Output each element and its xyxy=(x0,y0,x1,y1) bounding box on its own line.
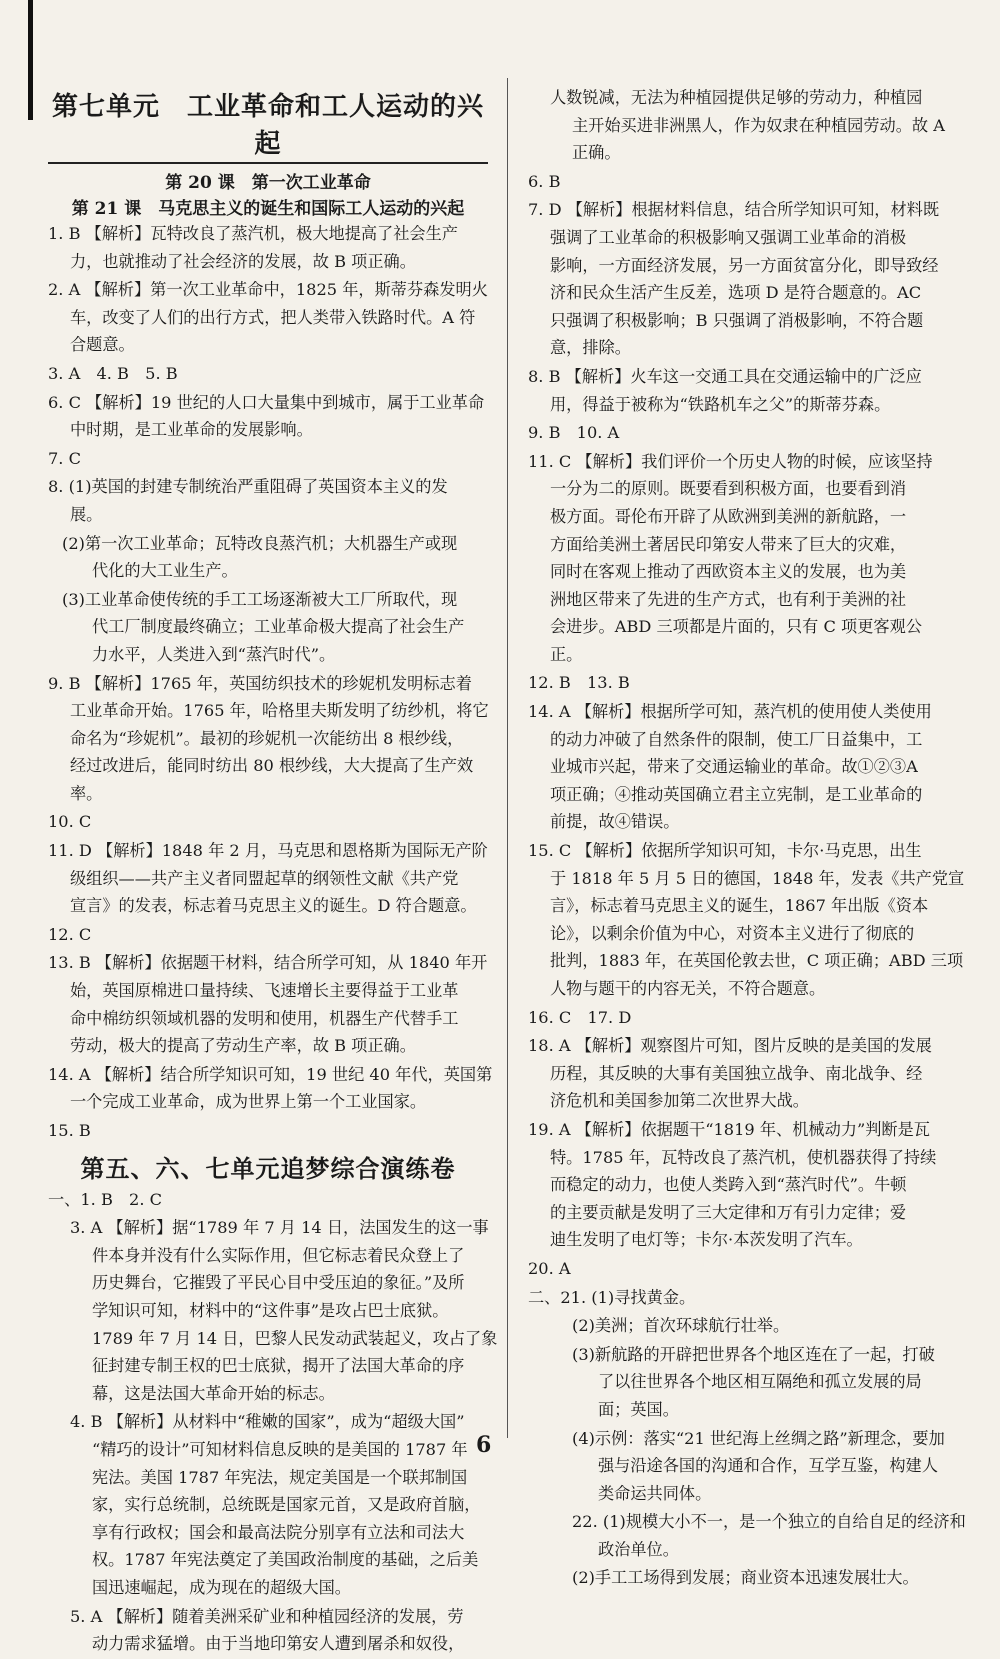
answer-line: 12. C xyxy=(48,924,92,944)
answer-line: 1. B 【解析】瓦特改良了蒸汽机，极大地提高了社会生产 xyxy=(48,224,458,243)
answer-line: 宪法。美国 1787 年宪法，规定美国是一个联邦制国 xyxy=(92,1467,468,1487)
answer-line: (2)第一次工业革命；瓦特改良蒸汽机；大机器生产或现 xyxy=(62,533,458,553)
unit-title: 第七单元 工业革命和工人运动的兴起 xyxy=(51,92,484,159)
answer-line: 历史舞台，它摧毁了平民心目中受压迫的象征。”及所 xyxy=(92,1273,465,1293)
answer-line: 家，实行总统制，总统既是国家元首，又是政府首脑， xyxy=(92,1495,481,1515)
answer-line: 极方面。哥伦布开辟了从欧洲到美洲的新航路，一 xyxy=(550,506,907,526)
answer-line: 经过改进后，能同时纺出 80 根纱线，大大提高了生产效 xyxy=(70,756,474,776)
answer-line: 11. C 【解析】我们评价一个历史人物的时候，应该坚持 xyxy=(528,451,933,471)
answer-line: 国迅速崛起，成为现在的超级大国。 xyxy=(92,1577,351,1597)
answer-line: 力水平，人类进入到“蒸汽时代”。 xyxy=(92,644,336,664)
answer-line: 10. C xyxy=(48,812,92,832)
answer-line: 命名为“珍妮机”。最初的珍妮机一次能纺出 8 根纱线， xyxy=(70,728,464,748)
answer-line: 级组织——共产主义者同盟起草的纲领性文献《共产党 xyxy=(70,868,459,888)
answer-item xyxy=(48,220,488,275)
answer-line: 中时期，是工业革命的发展影响。 xyxy=(70,420,313,440)
answer-item xyxy=(48,389,488,444)
answer-line: 11. D 【解析】1848 年 2 月，马克思和恩格斯为国际无产阶 xyxy=(48,841,488,861)
answer-line: 正。 xyxy=(550,644,583,664)
answer-line: 言》，标志着马克思主义的诞生，1867 年出版《资本 xyxy=(550,896,929,916)
binding-bar xyxy=(28,0,33,120)
answer-line: 7. C xyxy=(48,448,81,468)
answer-line: 8. B 【解析】火车这一交通工具在交通运输中的广泛应 xyxy=(528,366,922,386)
answer-item xyxy=(528,698,970,836)
answer-item xyxy=(48,921,488,949)
left-column xyxy=(48,80,498,1659)
answer-item xyxy=(528,1004,970,1032)
answer-line: 征封建专制王权的巴士底狱，揭开了法国大革命的序 xyxy=(92,1356,465,1376)
answer-line: 类命运共同体。 xyxy=(598,1483,712,1503)
answer-line: 政治单位。 xyxy=(598,1539,679,1559)
answer-line: 命中棉纺织领域机器的发明和使用，机器生产代替手工 xyxy=(70,1008,459,1028)
answer-line: (3)新航路的开辟把世界各个地区连在了一起，打破 xyxy=(572,1344,935,1364)
answer-item xyxy=(528,196,970,362)
answer-line: 22. (1)规模大小不一，是一个独立的自给自足的经济和 xyxy=(572,1512,966,1532)
answer-item xyxy=(48,276,488,359)
answer-line: 洲地区带来了先进的生产方式，也有利于美洲的社 xyxy=(550,589,907,609)
answer-line: 的主要贡献是发明了三大定律和万有引力定律；爱 xyxy=(550,1202,907,1222)
review-title: 第五、六、七单元追梦综合演练卷 xyxy=(80,1153,456,1183)
answer-line: 4. B 【解析】从材料中“稚嫩的国家”，成为“超级大国” xyxy=(70,1412,465,1432)
answer-line: 12. B 13. B xyxy=(528,673,630,693)
answer-line: 批判，1883 年，在英国伦敦去世，C 项正确；ABD 三项 xyxy=(550,951,964,971)
answer-line: 济和民众生活产生反差，选项 D 是符合题意的。AC xyxy=(550,283,922,303)
answer-line: 代化的大工业生产。 xyxy=(92,561,238,581)
answer-item xyxy=(528,837,970,1003)
right-answer-list xyxy=(528,84,970,1592)
answer-line: (4)示例：落实“21 世纪海上丝绸之路”新理念，要加 xyxy=(572,1428,945,1448)
answer-item xyxy=(48,837,488,920)
answer-line: (3)工业革命使传统的手工工场逐渐被大工厂所取代，现 xyxy=(62,589,458,609)
answer-line: 19. A 【解析】依据题干“1819 年、机械动力”判断是瓦 xyxy=(528,1119,930,1139)
answer-item xyxy=(528,669,970,697)
left-answer-list xyxy=(48,220,493,1145)
answer-line: 迪生发明了电灯等；卡尔·本茨发明了汽车。 xyxy=(550,1230,863,1250)
answer-item xyxy=(48,949,488,1059)
answer-line: “精巧的设计”可知材料信息反映的是美国的 1787 年 xyxy=(92,1439,468,1459)
page-number: 6 xyxy=(476,1432,492,1458)
answer-item xyxy=(48,1214,498,1407)
answer-line: 代工厂制度最终确立；工业革命极大提高了社会生产 xyxy=(92,617,465,637)
answer-item xyxy=(528,1508,970,1563)
answer-line: 15. B xyxy=(48,1121,91,1140)
answer-line: 用，得益于被称为“铁路机车之父”的斯蒂芬森。 xyxy=(550,394,891,414)
answer-line: 面；英国。 xyxy=(598,1399,679,1419)
answer-item xyxy=(48,360,488,388)
answer-line: (2)美洲；首次环球航行壮举。 xyxy=(572,1316,790,1336)
answer-line: 论》，以剩余价值为中心，对资本主义进行了彻底的 xyxy=(550,923,915,943)
answer-line: 的动力冲破了自然条件的限制，使工厂日益集中，工 xyxy=(550,729,923,749)
answer-line: 学知识可知，材料中的“这件事”是攻占巴士底狱。 xyxy=(92,1300,449,1320)
answer-line: 而稳定的动力，也使人类跨入到“蒸汽时代”。牛顿 xyxy=(550,1175,907,1195)
answer-line: 工业革命开始。1765 年，哈格里夫斯发明了纺纱机，将它 xyxy=(70,701,489,721)
answer-line: 3. A 4. B 5. B xyxy=(48,363,178,383)
answer-line: 6. C 【解析】19 世纪的人口大量集中到城市，属于工业革命 xyxy=(48,392,485,412)
answer-line: 人数锐减，无法为种植园提供足够的劳动力，种植园 xyxy=(550,88,923,107)
answer-line: 展。 xyxy=(70,504,103,524)
answer-line: 二、21. (1)寻找黄金。 xyxy=(528,1287,696,1307)
answer-item xyxy=(528,1116,970,1254)
answer-line: 权。1787 年宪法奠定了美国政治制度的基础，之后美 xyxy=(92,1550,479,1570)
answer-line: 人物与题干的内容无关，不符合题意。 xyxy=(550,979,826,998)
answer-line: (2)手工工场得到发展；商业资本迅速发展壮大。 xyxy=(572,1568,919,1588)
answer-line: 前提，故④错误。 xyxy=(550,812,680,832)
answer-item xyxy=(48,1117,488,1145)
answer-line: 影响，一方面经济发展，另一方面贫富分化，即导致经 xyxy=(550,255,939,275)
review-answer-list xyxy=(48,1186,498,1658)
answer-line: 只强调了积极影响；B 只强调了消极影响，不符合题 xyxy=(550,310,924,330)
lesson-20-title: 第 20 课 第一次工业革命 xyxy=(165,173,371,193)
answer-line: 会进步。ABD 三项都是片面的，只有 C 项更客观公 xyxy=(550,617,922,637)
answer-item xyxy=(48,1408,488,1601)
answer-item xyxy=(48,808,488,836)
answer-line: 20. A xyxy=(528,1258,571,1278)
answer-line: 15. C 【解析】依据所学知识可知，卡尔·马克思，出生 xyxy=(528,841,922,861)
answer-line: 强调了工业革命的积极影响又强调工业革命的消极 xyxy=(550,227,907,247)
answer-line: 宣言》的发表，标志着马克思主义的诞生。D 符合题意。 xyxy=(70,896,477,916)
answer-line: 9. B 10. A xyxy=(528,423,620,443)
answer-line: 合题意。 xyxy=(70,335,135,355)
answer-line: 力，也就推动了社会经济的发展，故 B 项正确。 xyxy=(70,251,416,271)
answer-line: 8. (1)英国的封建专制统治严重阻碍了英国资本主义的发 xyxy=(48,477,448,497)
answer-item xyxy=(528,84,970,167)
answer-line: 14. A 【解析】根据所学可知，蒸汽机的使用使人类使用 xyxy=(528,702,932,722)
answer-line: 享有行政权；国会和最高法院分别享有立法和司法大 xyxy=(92,1522,465,1542)
answer-line: 13. B 【解析】依据题干材料，结合所学可知，从 1840 年开 xyxy=(48,953,488,973)
answer-line: 14. A 【解析】结合所学知识可知，19 世纪 40 年代，英国第 xyxy=(48,1064,493,1084)
answer-item xyxy=(528,1341,970,1424)
answer-line: 6. B xyxy=(528,171,561,191)
answer-line: 一、1. B 2. C xyxy=(48,1189,163,1209)
answer-item xyxy=(48,473,488,528)
answer-line: 始，英国原棉进口量持续、飞速增长主要得益于工业革 xyxy=(70,981,459,1001)
answer-line: 一个完成工业革命，成为世界上第一个工业国家。 xyxy=(70,1092,427,1112)
answer-line: 了以往世界各个地区相互隔绝和孤立发展的局 xyxy=(598,1372,922,1392)
answer-line: 历程，其反映的大事有美国独立战争、南北战争、经 xyxy=(550,1063,923,1083)
answer-line: 2. A 【解析】第一次工业革命中，1825 年，斯蒂芬森发明火 xyxy=(48,280,488,300)
answer-item xyxy=(48,1603,488,1658)
answer-line: 业城市兴起，带来了交通运输业的革命。故①②③A xyxy=(550,757,918,777)
answer-item xyxy=(528,363,970,418)
answer-line: 5. A 【解析】随着美洲采矿业和种植园经济的发展，劳 xyxy=(70,1606,464,1626)
answer-item xyxy=(48,586,488,669)
answer-line: 主开始买进非洲黑人，作为奴隶在种植园劳动。故 A xyxy=(572,115,945,135)
answer-item xyxy=(528,1312,970,1340)
answer-line: 1789 年 7 月 14 日，巴黎人民发动武装起义，攻占了象 xyxy=(92,1328,498,1348)
lesson-21-title: 第 21 课 马克思主义的诞生和国际工人运动的兴起 xyxy=(71,199,465,219)
answer-line: 18. A 【解析】观察图片可知，图片反映的是美国的发展 xyxy=(528,1036,932,1056)
answer-line: 件本身并没有什么实际作用，但它标志着民众登上了 xyxy=(92,1245,465,1265)
answer-line: 劳动，极大的提高了劳动生产率，故 B 项正确。 xyxy=(70,1036,416,1056)
answer-item xyxy=(528,419,970,447)
answer-line: 7. D 【解析】根据材料信息，结合所学知识可知，材料既 xyxy=(528,200,940,220)
answer-item xyxy=(528,448,970,669)
answer-line: 3. A 【解析】据“1789 年 7 月 14 日，法国发生的这一事 xyxy=(70,1218,489,1238)
answer-line: 方面给美洲土著居民印第安人带来了巨大的灾难， xyxy=(550,534,907,554)
title-rule xyxy=(48,162,488,164)
answer-line: 动力需求猛增。由于当地印第安人遭到屠杀和奴役， xyxy=(92,1634,465,1654)
answer-item xyxy=(48,445,488,473)
answer-line: 16. C 17. D xyxy=(528,1007,632,1027)
answer-line: 9. B 【解析】1765 年，英国纺织技术的珍妮机发明标志着 xyxy=(48,673,472,693)
answer-item xyxy=(48,530,488,585)
answer-item xyxy=(528,1284,970,1312)
answer-line: 特。1785 年，瓦特改良了蒸汽机，使机器获得了持续 xyxy=(550,1147,937,1167)
answer-line: 幕，这是法国大革命开始的标志。 xyxy=(92,1383,335,1403)
answer-line: 一分为二的原则。既要看到积极方面，也要看到消 xyxy=(550,479,907,499)
answer-item xyxy=(48,1061,493,1116)
answer-item xyxy=(48,670,488,808)
answer-item xyxy=(48,1186,488,1214)
right-column xyxy=(528,84,970,1593)
answer-line: 济危机和美国参加第二次世界大战。 xyxy=(550,1091,809,1111)
answer-line: 于 1818 年 5 月 5 日的德国，1848 年，发表《共产党宣 xyxy=(550,868,965,888)
answer-item xyxy=(528,1564,970,1592)
answer-item xyxy=(528,1255,970,1283)
answer-line: 车，改变了人们的出行方式，把人类带入铁路时代。A 符 xyxy=(70,307,476,327)
answer-line: 同时在客观上推动了西欧资本主义的发展，也为美 xyxy=(550,562,907,582)
answer-item xyxy=(528,1425,970,1508)
answer-line: 强与沿途各国的沟通和合作，互学互鉴，构建人 xyxy=(598,1456,938,1476)
column-divider xyxy=(507,78,508,1438)
answer-line: 项正确；④推动英国确立君主立宪制，是工业革命的 xyxy=(550,784,923,804)
answer-item xyxy=(528,168,970,196)
answer-item xyxy=(528,1032,970,1115)
answer-line: 率。 xyxy=(70,783,103,803)
answer-line: 正确。 xyxy=(572,143,621,163)
answer-line: 意，排除。 xyxy=(550,338,631,358)
